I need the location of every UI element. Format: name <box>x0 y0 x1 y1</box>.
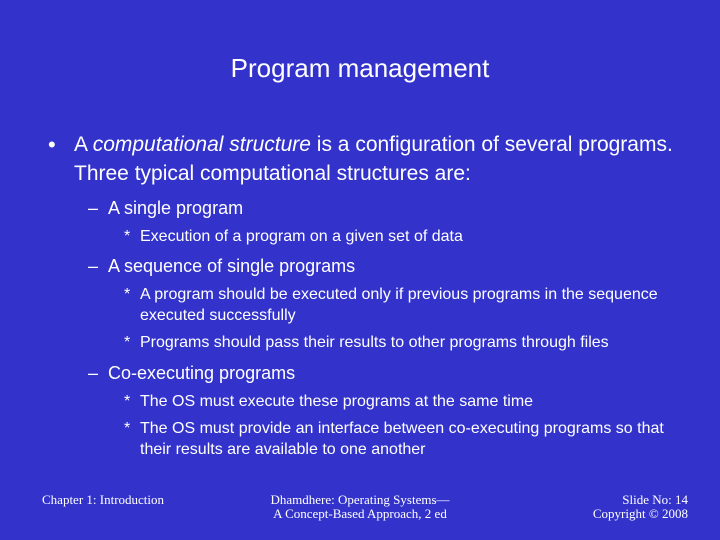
dash-marker: – <box>88 198 99 218</box>
detail-text: A program should be executed only if previous programs in the sequence executed successfully <box>140 286 658 324</box>
star-marker: * <box>124 334 131 351</box>
star-marker: * <box>124 286 131 303</box>
footer-slide-number: Slide No: 14 <box>622 492 688 507</box>
subitem-label: A sequence of single programs <box>108 256 356 276</box>
detail-text: Programs should pass their results to other programs through files <box>140 334 609 351</box>
dash-marker: – <box>88 256 99 276</box>
subitem-label: Co-executing programs <box>108 363 296 383</box>
footer-book-line1: Dhamdhere: Operating Systems— <box>270 492 450 507</box>
bullet-text-after: is a configuration of several programs. Three typical computational structures are: <box>74 133 673 185</box>
bullet-text <box>74 130 674 188</box>
star-marker: * <box>124 228 131 245</box>
bullet-text-before: A <box>74 133 93 156</box>
footer-slide-info <box>548 493 688 521</box>
bullet-emphasis: computational structure <box>92 133 311 156</box>
detail-text: The OS must provide an interface between co-executing programs so that their results are available to one another <box>140 420 664 458</box>
star-marker: * <box>124 420 131 437</box>
detail-text: Execution of a program on a given set of data <box>140 228 463 245</box>
detail-text: The OS must execute these programs at the same time <box>140 393 534 410</box>
bullet-icon: • <box>48 132 56 157</box>
footer-book-line2: A Concept-Based Approach, 2 ed <box>273 506 447 521</box>
subitem-label: A single program <box>108 198 244 218</box>
star-marker: * <box>124 393 131 410</box>
footer-book <box>250 493 470 521</box>
footer-chapter: Chapter 1: Introduction <box>42 492 165 507</box>
footer-copyright: Copyright © 2008 <box>592 506 688 521</box>
slide-title: Program management <box>230 53 490 83</box>
dash-marker: – <box>88 363 99 383</box>
